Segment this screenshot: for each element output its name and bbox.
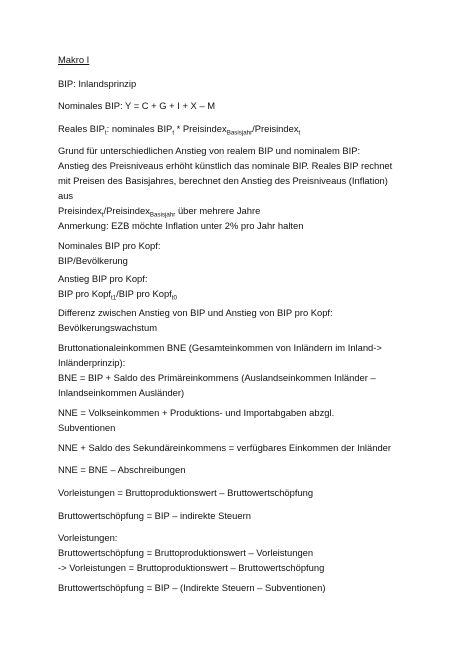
bws-formula-1 [58, 508, 440, 523]
vorleistungen-formula-1 [58, 485, 440, 500]
grund-line-3: mit Preisen des Basisjahres, berechnet den Anstieg des Preisniveaus (Inflation) [58, 175, 388, 186]
vorleistungen-1-text: Vorleistungen = Bruttoproduktionswert – Bruttowertschöpfung [58, 487, 314, 498]
grund-line-6: Anmerkung: EZB möchte Inflation unter 2% pro Jahr halten [58, 220, 304, 231]
nominal-per-capita [58, 238, 440, 268]
difference-line-1: Differenz zwischen Anstieg von BIP und Anstieg von BIP pro Kopf: [58, 307, 333, 318]
vorleistungen-2-line-1: Vorleistungen: [58, 532, 118, 543]
grund-line-1: Grund für unterschiedlichen Anstieg von realem BIP und nominalem BIP: [58, 145, 361, 156]
grund-paragraph [58, 143, 440, 233]
bws-formula-2 [58, 580, 440, 595]
nne-1-line-1: NNE = Volkseinkommen + Produktions- und Importabgaben abzgl. [58, 407, 335, 418]
nominal-bip-formula [58, 98, 440, 113]
bne-line-4: Inlandseinkommen Ausländer) [58, 387, 185, 398]
nne-definition-1 [58, 405, 440, 435]
bne-paragraph [58, 340, 440, 400]
bip-definition [58, 76, 440, 91]
page-title: Makro I [58, 54, 90, 65]
grund-line-2: Anstieg des Preisniveaus erhöht künstlich das nominale BIP. Reales BIP rechnet [58, 160, 393, 171]
bws-1-text: Bruttowertschöpfung = BIP – indirekte Steuern [58, 510, 251, 521]
growth-per-capita-line-1: Anstieg BIP pro Kopf: [58, 273, 148, 284]
nne-1-line-2: Subventionen [58, 422, 116, 433]
growth-per-capita-line-2: BIP pro Kopf$_{t1}$/BIP pro Kopf$_{t0}$ [58, 288, 177, 302]
vorleistungen-paragraph [58, 530, 440, 575]
grund-line-4: aus [58, 190, 74, 201]
nominal-per-capita-line-1: Nominales BIP pro Kopf: [58, 240, 161, 251]
difference-line-2: Bevölkerungswachstum [58, 322, 158, 333]
real-bip-formula [58, 121, 440, 136]
difference-paragraph [58, 305, 440, 335]
nne-definition-3 [58, 462, 440, 477]
grund-line-5: Preisindex$_t$/Preisindex$_{Basisjahr}$ über mehrere Jahre [58, 205, 261, 219]
growth-per-capita [58, 271, 440, 301]
real-bip-line: Reales $BIP_t$: nominales $BIP_t$ * Preisindex$_{Basisjahr}$/Preisindex$_t$ [58, 123, 301, 137]
nne-2-text: NNE + Saldo des Sekundäreinkommens = verfügbares Einkommen der Inländer [58, 442, 391, 453]
nominal-per-capita-line-2: BIP/Bevölkerung [58, 255, 128, 266]
vorleistungen-2-line-3: -> Vorleistungen = Bruttoproduktionswert – Bruttowertschöpfung [58, 562, 325, 573]
nne-definition-2 [58, 440, 440, 455]
bip-definition-text: BIP: Inlandsprinzip [58, 78, 137, 89]
vorleistungen-2-line-2: Bruttowertschöpfung = Bruttoproduktionswert – Vorleistungen [58, 547, 314, 558]
heading-block [58, 52, 440, 67]
bws-2-text: Bruttowertschöpfung = BIP – (Indirekte Steuern – Subventionen) [58, 582, 326, 593]
nne-3-text: NNE = BNE – Abschreibungen [58, 464, 186, 475]
bne-line-1: Bruttonationaleinkommen BNE (Gesamteinkommen von Inländern im Inland-> [58, 342, 382, 353]
bne-line-3: BNE = BIP + Saldo des Primäreinkommens (Auslandseinkommen Inländer – [58, 372, 376, 383]
bne-line-2: Inländerprinzip): [58, 357, 126, 368]
nominal-bip-text: Nominales BIP: Y = C + G + I + X – M [58, 100, 216, 111]
